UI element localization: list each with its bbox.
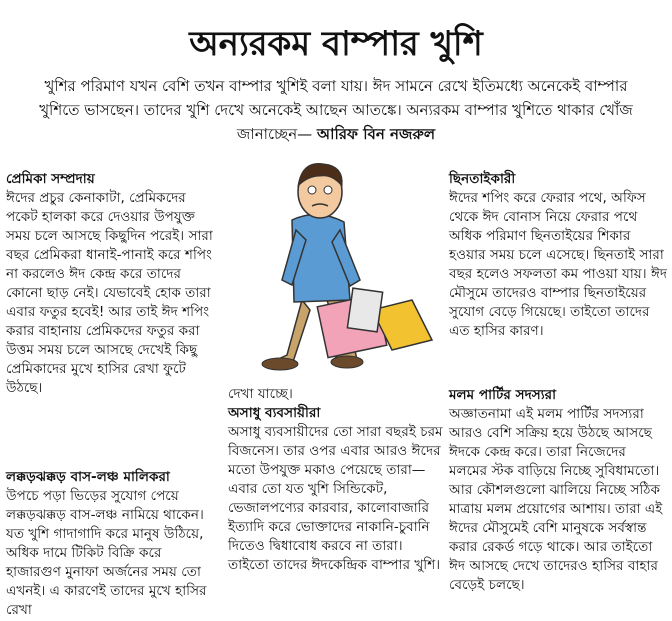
section-body: অজ্ঞাতনামা এই মলম পার্টির সদস্যরা আরও বেশি সক্রিয় হয়ে উঠছে আসছে ঈদকে কেন্দ্র করে। তারা নিজেদের মলমের স্টক বাড়িয়ে নিচ্ছে সুবিধামতো। আর কৌশলগুলো ঝালিয়ে নিচ্ছে সঠিক মাত্রায় মলম প্রয়োগের আশায়। তারা এই ঈদের মৌসুমেই বেশি মানুষকে সর্বস্বান্ত করার রেকর্ড গড়ে থাকে। আর তাইতো ঈদ আসছে দেখে তাদেরও হাসির বাহার বেড়েই চলছে। — [449, 406, 663, 593]
section-snatchers — [449, 170, 667, 341]
intro-text: খুশির পরিমাণ যখন বেশি তখন বাম্পার খুশিই বলা যায়। ঈদ সামনে রেখে ইতিমধ্যে অনেকেই বাম্পার খুশিতে ভাসছেন। তাদের খুশি দেখে অনেকেই আছেন আতঙ্কে। অন্যরকম বাম্পার খুশিতে থাকার খোঁজ জানাচ্ছেন— — [39, 77, 633, 143]
section-dishonest-traders — [228, 385, 443, 575]
headline: অন্যরকম বাম্পার খুশি — [189, 24, 483, 64]
man-carrying-shopping-bags-illustration — [232, 150, 442, 378]
section-ointment-party — [449, 386, 667, 595]
intro-paragraph — [22, 74, 650, 146]
section-body: ঈদের প্রচুর কেনাকাটা, প্রেমিকদের পকেট হালকা করে দেওয়ার উপযুক্ত সময় চলে আসছে কিছুদিন পরেই। সারা বছর প্রেমিকরা ধানাই-পানাই করে শপিং না করলেও ঈদ কেন্দ্র করে তাদের কোনো ছাড় নেই। যেভাবেই হোক তারা এবার ফতুর হবেই! আর তাই ঈদ শপিং করার বাহানায় প্রেমিকদের ফতুর করা উত্তম সময় চলে আসছে দেখেই কিছু প্রেমিকাদের মুখে হাসির রেখা ফুটে উঠছে। — [6, 190, 213, 396]
section-title: লক্কড়ঝক্কড় বাস-লঞ্চ মালিকরা — [6, 469, 170, 485]
section-title: মলম পার্টির সদস্যরা — [449, 387, 557, 403]
section-title: ছিনতাইকারী — [449, 171, 516, 187]
author-name: আরিফ বিন নজরুল — [316, 125, 436, 143]
section-title: অসাধু ব্যবসায়ীরা — [228, 405, 321, 421]
section-bus-owners — [6, 468, 216, 620]
section-body: ঈদের শপিং করে ফেরার পথে, অফিস থেকে ঈদ বোনাস নিয়ে ফেরার পথে অধিক পরিমাণ ছিনতাইয়ের শিকার হওয়ার সময় চলে এসেছে। ছিনতাই সারা বছর হলেও সফলতা কম পাওয়া যায়। ঈদ মৌসুমে তাদেরও বাম্পার ছিনতাইয়ের সুযোগ বেড়ে গিয়েছে। তাইতো তাদের এত হাসির কারণ। — [449, 190, 667, 339]
section-title: প্রেমিকা সম্প্রদায় — [6, 171, 95, 187]
cut-off-top-line — [0, 0, 672, 10]
section-lovers — [6, 170, 216, 398]
section-body: অসাধু ব্যবসায়ীদের তো সারা বছরই চরম বিজনেস। তার ওপর এবার আরও ঈদের মতো উপযুক্ত মকাও পেয়েছে তারা— এবার তো যত খুশি সিন্ডিকেট, ভেজালপণ্যের কারবার, কালোবাজারি ইত্যাদি করে ভোক্তাদের নাকানি-চুবানি দিতেও দ্বিধাবোধ করবে না তারা। তাইতো তাদের ঈদকেন্দ্রিক বাম্পার খুশি। — [228, 424, 443, 573]
section-body: উপচে পড়া ভিড়ের সুযোগ পেয়ে লক্কড়ঝক্কড় বাস-লঞ্চ নামিয়ে থাকেন। যত খুশি গাদাগাদি করে মানুষ উঠিয়ে, অধিক দামে টিকিট বিক্রি করে হাজারগুণ মুনাফা অর্জনের সময় তো এখনই। এ কারণেই তাদের মুখে হাসির রেখা — [6, 488, 207, 618]
section-lead-line: দেখা যাচ্ছে। — [228, 386, 293, 402]
